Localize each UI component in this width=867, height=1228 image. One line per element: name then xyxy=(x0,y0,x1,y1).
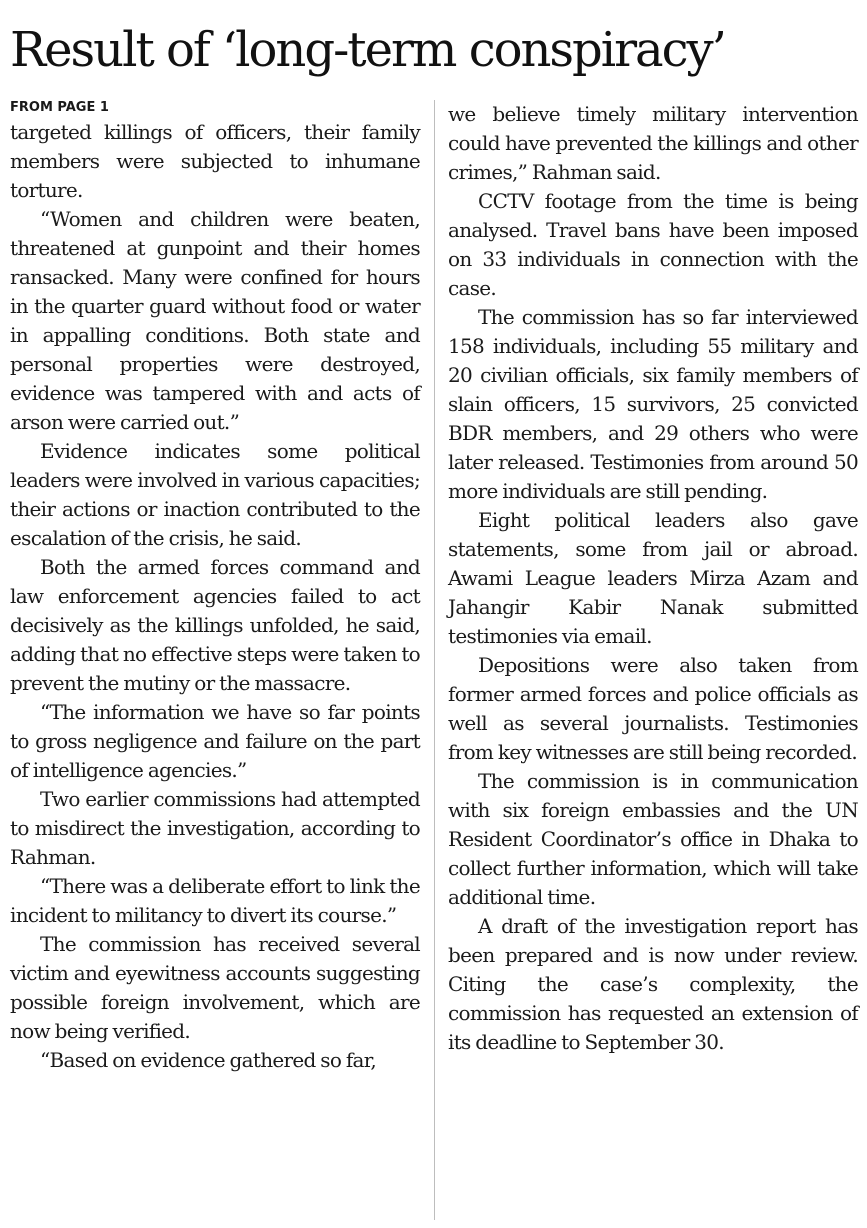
paragraph: The commission has received several victim and eyewitness accounts suggesting possible foreign involvement, which are now being verified. xyxy=(10,932,420,1043)
paragraph: Evidence indicates some political leaders were involved in various capacities; their actions or inaction contributed to the escalation of the crisis, he said. xyxy=(10,439,420,550)
paragraph: Two earlier commissions had attempted to misdirect the investigation, according to Rahman. xyxy=(10,787,420,869)
right-column xyxy=(448,100,858,1057)
paragraph: The commission has so far interviewed 158 individuals, including 55 military and 20 civilian officials, six family members of slain officers, 15 survivors, 25 convicted BDR members, and 29 others who were later released. Testimonies from around 50 more individuals are still pending. xyxy=(448,305,858,503)
paragraph: Depositions were also taken from former armed forces and police officials as well as several journalists. Testimonies from key witnesses are still being recorded. xyxy=(448,653,858,764)
paragraph: “Based on evidence gathered so far, xyxy=(40,1048,377,1072)
paragraph: The commission is in communication with six foreign embassies and the UN Resident Coordinator’s office in Dhaka to collect further information, which will take additional time. xyxy=(448,769,858,909)
left-column xyxy=(10,100,420,1075)
paragraph: targeted killings of officers, their family members were subjected to inhumane torture. xyxy=(10,120,420,202)
headline: Result of ‘long-term conspiracy’ xyxy=(10,22,725,78)
kicker-from-page: FROM PAGE 1 xyxy=(10,100,109,115)
paragraph: “The information we have so far points to gross negligence and failure on the part of intelligence agencies.” xyxy=(10,700,420,782)
paragraph: “There was a deliberate effort to link the incident to militancy to divert its course.” xyxy=(10,874,420,927)
paragraph: Eight political leaders also gave statements, some from jail or abroad. Awami League leaders Mirza Azam and Jahangir Kabir Nanak submitted testimonies via email. xyxy=(448,508,858,648)
paragraph: “Women and children were beaten, threatened at gunpoint and their homes ransacked. Many were confined for hours in the quarter guard without food or water in appalling conditions. Both state and personal properties were destroyed, evidence was tampered with and acts of arson were carried out.” xyxy=(10,207,420,434)
paragraph: Both the armed forces command and law enforcement agencies failed to act decisively as the killings unfolded, he said, adding that no effective steps were taken to prevent the mutiny or the massacre. xyxy=(10,555,420,695)
paragraph: A draft of the investigation report has been prepared and is now under review. Citing the case’s complexity, the commission has requested an extension of its deadline to September 30. xyxy=(448,914,858,1054)
paragraph: we believe timely military intervention could have prevented the killings and other crimes,” Rahman said. xyxy=(448,102,858,184)
paragraph: CCTV footage from the time is being analysed. Travel bans have been imposed on 33 individuals in connection with the case. xyxy=(448,189,858,300)
column-divider xyxy=(434,100,435,1220)
